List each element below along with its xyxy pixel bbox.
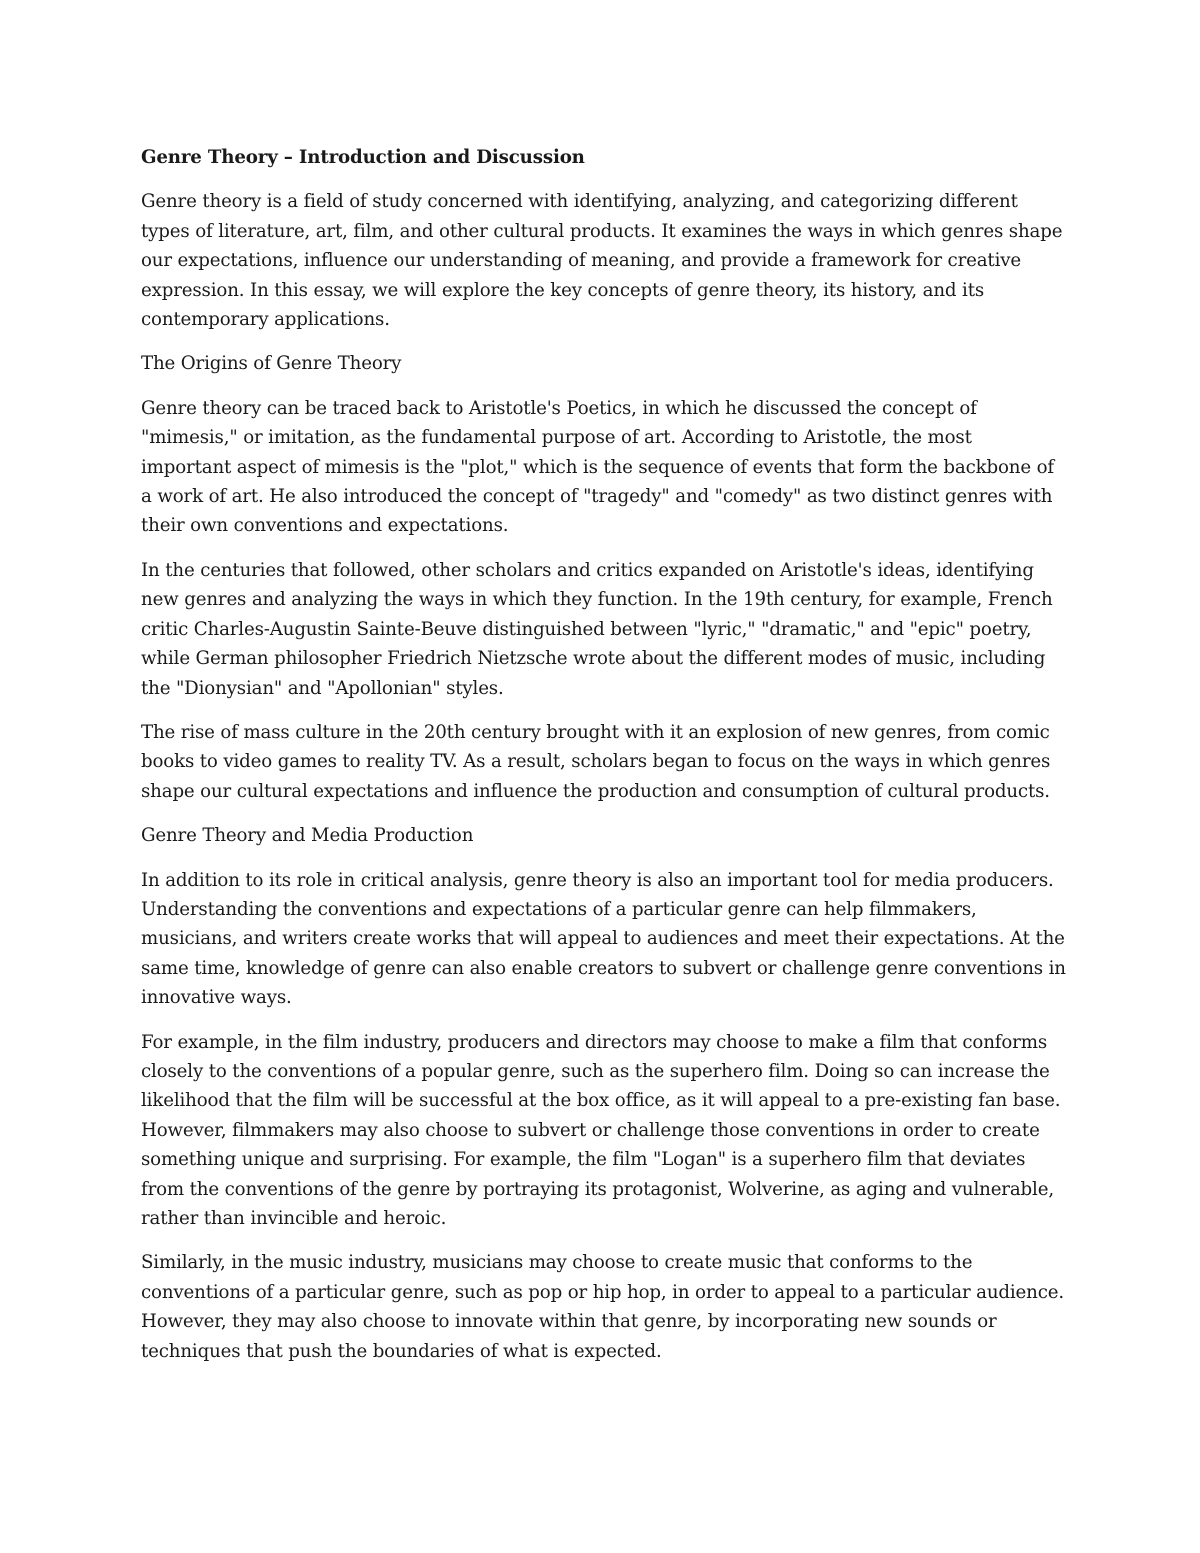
document-title: Genre Theory – Introduction and Discussion: [141, 147, 585, 168]
paragraph-media-producers: In addition to its role in critical analysis, genre theory is also an important tool for media producers. Understanding the conventions and expectations of a particular genre can help filmmakers, musicians, and writers create works that will appeal to audiences and meet their expectations. At the same time, knowledge of genre can also enable creators to subvert or challenge genre conventions in innovative ways.: [141, 869, 1066, 1009]
section-heading-origins: The Origins of Genre Theory: [141, 353, 402, 375]
document-body: [141, 143, 1066, 1381]
paragraph-intro: Genre theory is a field of study concerned with identifying, analyzing, and categorizing different types of literature, art, film, and other cultural products. It examines the ways in which genres shape our expectations, influence our understanding of meaning, and provide a framework for creative expression. In this essay, we will explore the key concepts of genre theory, its history, and its contemporary applications.: [141, 191, 1063, 331]
paragraph-mass-culture: The rise of mass culture in the 20th century brought with it an explosion of new genres, from comic books to video games to reality TV. As a result, scholars began to focus on the ways in which genres shape our cultural expectations and influence the production and consumption of cultural products.: [141, 721, 1051, 802]
paragraph-aristotle: Genre theory can be traced back to Aristotle's Poetics, in which he discussed the concept of "mimesis," or imitation, as the fundamental purpose of art. According to Aristotle, the most important aspect of mimesis is the "plot," which is the sequence of events that form the backbone of a work of art. He also introduced the concept of "tragedy" and "comedy" as two distinct genres with their own conventions and expectations.: [141, 397, 1054, 537]
paragraph-film-industry: For example, in the film industry, producers and directors may choose to make a film that conforms closely to the conventions of a popular genre, such as the superhero film. Doing so can increase the likelihood that the film will be successful at the box office, as it will appeal to a pre-existing fan base. However, filmmakers may also choose to subvert or challenge those conventions in order to create something unique and surprising. For example, the film "Logan" is a superhero film that deviates from the conventions of the genre by portraying its protagonist, Wolverine, as aging and vulnerable, rather than invincible and heroic.: [141, 1031, 1061, 1229]
paragraph-centuries: In the centuries that followed, other scholars and critics expanded on Aristotle's ideas, identifying new genres and analyzing the ways in which they function. In the 19th century, for example, French critic Charles-Augustin Sainte-Beuve distinguished between "lyric," "dramatic," and "epic" poetry, while German philosopher Friedrich Nietzsche wrote about the different modes of music, including the "Dionysian" and "Apollonian" styles.: [141, 559, 1053, 699]
paragraph-music-industry: Similarly, in the music industry, musicians may choose to create music that conforms to the conventions of a particular genre, such as pop or hip hop, in order to appeal to a particular audience. However, they may also choose to innovate within that genre, by incorporating new sounds or techniques that push the boundaries of what is expected.: [141, 1252, 1065, 1362]
section-heading-media-production: Genre Theory and Media Production: [141, 825, 474, 847]
